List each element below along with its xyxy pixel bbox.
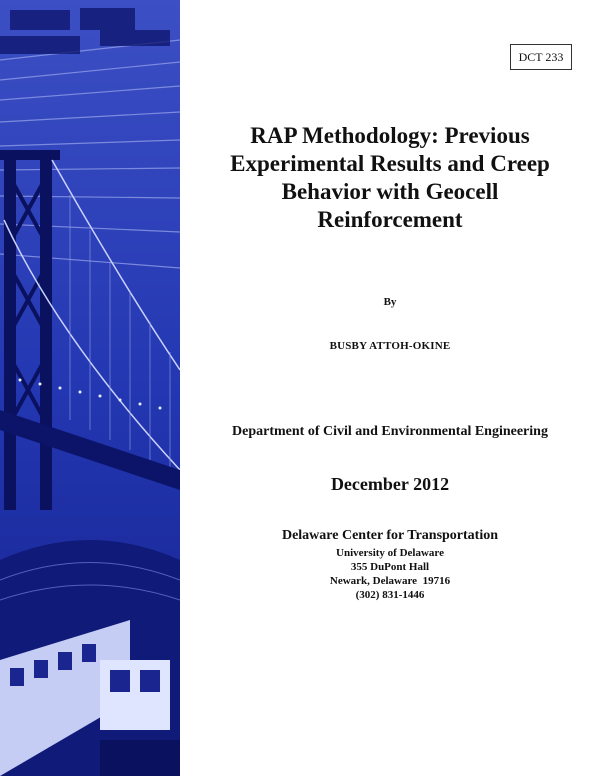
report-number-box: DCT 233 <box>510 44 572 70</box>
address-line: (302) 831-1446 <box>355 589 425 601</box>
by-label: By <box>383 296 397 308</box>
collage-illustration <box>0 0 180 776</box>
organization-name: Delaware Center for Transportation <box>281 528 499 543</box>
author-name: BUSBY ATTOH-OKINE <box>329 340 451 352</box>
address-line: University of Delaware <box>336 547 444 559</box>
address-line: 355 DuPont Hall <box>350 561 430 573</box>
publication-date: December 2012 <box>330 474 450 494</box>
organization-address <box>190 546 590 602</box>
report-title: RAP Methodology: Previous Experimental Results and Creep Behavior with Geocell Reinforcement <box>230 123 550 232</box>
address-line: Newark, Delaware 19716 <box>329 575 451 587</box>
cover-photo-collage <box>0 0 180 776</box>
department-name: Department of Civil and Environmental Engineering <box>232 424 548 439</box>
